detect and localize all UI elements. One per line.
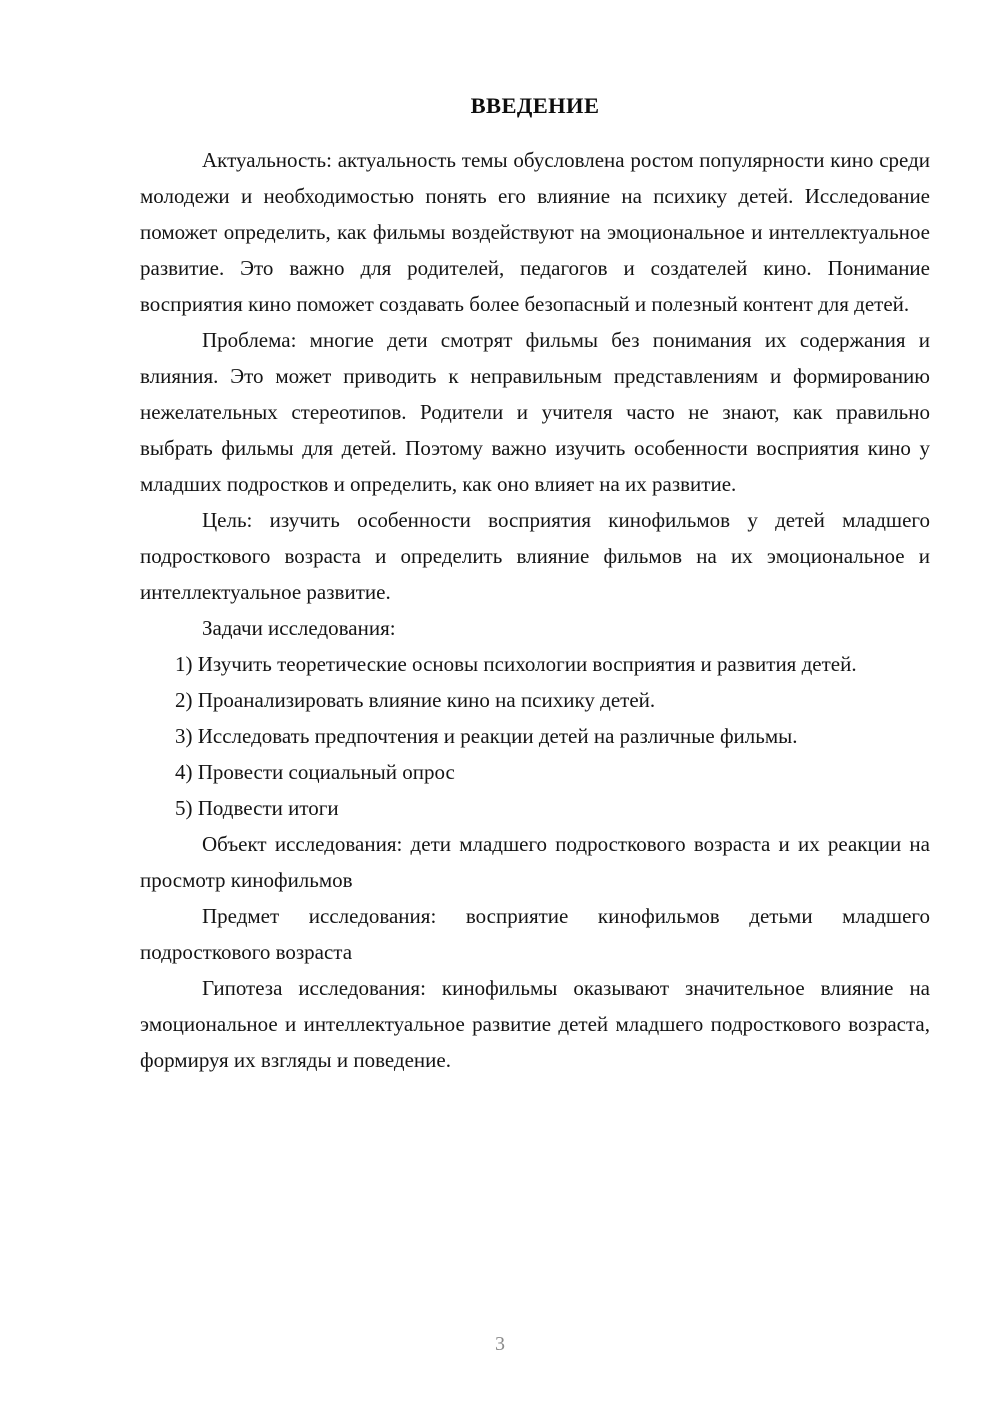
paragraph-goal: Цель: изучить особенности восприятия кинофильмов у детей младшего подросткового возраста и определить влияние фильмов на их эмоциональное и интеллектуальное развитие. [140,508,930,604]
paragraph-subject: Предмет исследования: восприятие кинофильмов детьми младшего подросткового возраста [140,904,930,964]
list-item: 3) Исследовать предпочтения и реакции детей на различные фильмы. [175,724,798,748]
page-number: 3 [495,1333,505,1355]
heading-tasks: Задачи исследования: [202,616,396,640]
document-body [140,88,930,1078]
page-title: ВВЕДЕНИЕ [470,93,600,118]
list-item: 2) Проанализировать влияние кино на психику детей. [175,688,656,712]
paragraph-problem: Проблема: многие дети смотрят фильмы без понимания их содержания и влияния. Это может приводить к неправильным представлениям и формированию нежелательных стереотипов. Родители и учителя часто не знают, как правильно выбрать фильмы для детей. Поэтому важно изучить особенности восприятия кино у младших подростков и определить, как оно влияет на их развитие. [140,328,930,496]
list-item: 5) Подвести итоги [175,796,339,820]
list-item: 4) Провести социальный опрос [175,760,455,784]
paragraph-hypothesis: Гипотеза исследования: кинофильмы оказывают значительное влияние на эмоциональное и интеллектуальное развитие детей младшего подросткового возраста, формируя их взгляды и поведение. [140,976,930,1072]
paragraph-relevance: Актуальность: актуальность темы обусловлена ростом популярности кино среди молодежи и необходимостью понять его влияние на психику детей. Исследование поможет определить, как фильмы воздействуют на эмоциональное и интеллектуальное развитие. Это важно для родителей, педагогов и создателей кино. Понимание восприятия кино поможет создавать более безопасный и полезный контент для детей. [140,148,930,316]
list-item: 1) Изучить теоретические основы психологии восприятия и развития детей. [175,652,857,676]
paragraph-object: Объект исследования: дети младшего подросткового возраста и их реакции на просмотр кинофильмов [140,832,930,892]
